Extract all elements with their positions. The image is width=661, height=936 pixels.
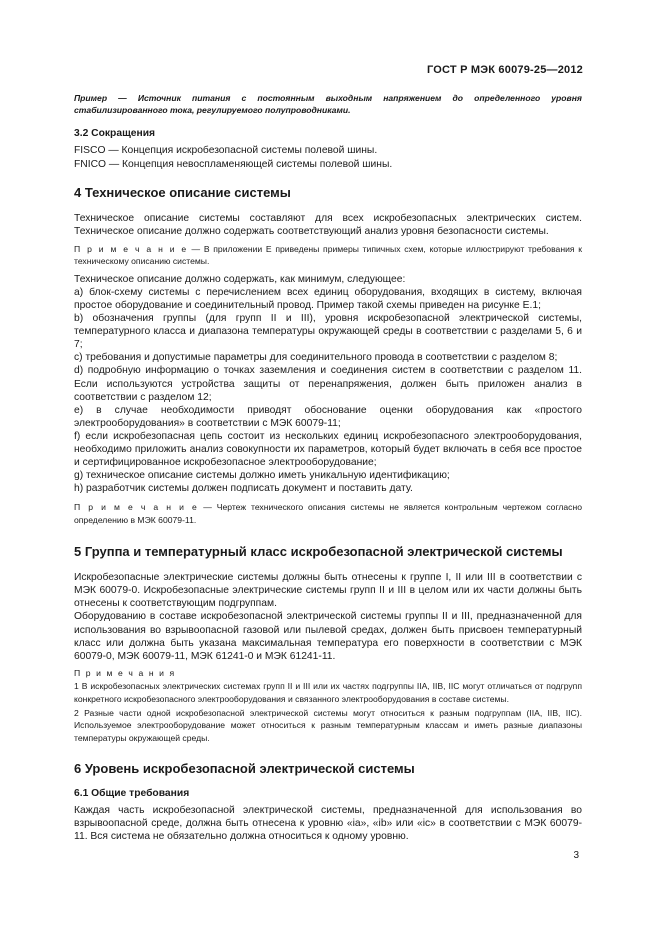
- section-6-1-paragraph: Каждая часть искробезопасной электрической системы, предназначенной для использования во взрывоопасной среде, должна быть отнесена к уровню «ia», «ib» или «ic» в соответствии с МЭК 60079-11. Вся система не обязательно должна относиться к одному уровню.: [74, 805, 582, 843]
- section-6-1-title: 6.1 Общие требования: [74, 788, 190, 800]
- section-5-paragraph-1: Искробезопасные электрические системы должны быть отнесены к группе I, II или III в соответствии с МЭК 60079-0. Искробезопасные электрические системы групп II и III в целом или их части должны быть отнесены к соответствующим подгруппам.: [74, 572, 582, 610]
- list-item-h: h) разработчик системы должен подписать документ и поставить дату.: [74, 483, 413, 495]
- list-item-g: g) техническое описание системы должно иметь уникальную идентификацию;: [74, 470, 450, 482]
- page-number: 3: [573, 850, 579, 861]
- section-3-2-title: 3.2 Сокращения: [74, 127, 156, 139]
- section-5-title: 5 Группа и температурный класс искробезопасной электрической системы: [74, 544, 563, 560]
- example-text: Источник питания с постоянным выходным напряжением до определенного уровня стабилизированного тока, регулируемого полупроводниками.: [74, 93, 582, 116]
- section-4-title: 4 Техническое описание системы: [74, 184, 291, 200]
- note-text: — В приложении Е приведены примеры типичных схем, которые иллюстрируют требования к техническому описанию системы.: [74, 243, 582, 267]
- list-item-c: c) требования и допустимые параметры для соединительного провода в соответствии с разделом 8;: [74, 352, 558, 364]
- list-item-b: b) обозначения группы (для групп II и III), уровня искробезопасной электрической системы, температурного класса и диапазона температуры окружающей среды в соответствии с разделами 5, 6 и 7;: [74, 313, 582, 351]
- abbreviation-fnico: FNICO — Концепция невоспламеняющей системы полевой шины.: [74, 158, 393, 170]
- list-item-d: d) подробную информацию о точках заземления и соединения систем в соответствии с разделом 11. Если используются устройства защиты от перенапряжения, должен быть приложен анализ в соответствии с разделом 12;: [74, 365, 582, 403]
- document-code-header: ГОСТ Р МЭК 60079-25—2012: [426, 64, 583, 76]
- abbreviation-fisco: FISCO — Концепция искробезопасной системы полевой шины.: [74, 144, 378, 156]
- note-text: — Чертеж технического описания системы не является контрольным чертежом согласно определению в МЭК 60079-11.: [74, 502, 583, 525]
- section-5-note-1: 1 В искробезопасных электрических системах групп II и III или их частях подгруппы IIA, IIB, IIC могут отличаться от подгрупп конкретного искробезопасного электрооборудования и связанного электрооборудования в составе системы.: [74, 681, 582, 704]
- note-label: П р и м е ч а н и е: [74, 243, 188, 254]
- section-4-note-2: [74, 501, 582, 526]
- section-6-title: 6 Уровень искробезопасной электрической системы: [74, 761, 415, 777]
- section-4-paragraph-2: Техническое описание должно содержать, как минимум, следующее:: [74, 273, 406, 285]
- list-item-e: e) в случае необходимости приводят обоснование оценки оборудования как «простого электрооборудования» в соответствии с МЭК 60079-11;: [74, 404, 582, 429]
- example-label: Пример —: [74, 93, 127, 103]
- note-label: П р и м е ч а н и е: [74, 502, 199, 513]
- list-item-a: a) блок-схему системы с перечислением всех единиц оборудования, входящих в систему, включая простое оборудование и соединительный провод. Пример такой схемы приведен на рисунке Е.1;: [74, 286, 582, 311]
- section-5-paragraph-2: Оборудованию в составе искробезопасной электрической системы группы II и III, предназначенной для использования во взрывоопасной газовой или пылевой средах, должен быть присвоен температурный класс или должна быть указана максимальная температура его поверхности в соответствии с МЭК 60079-0, МЭК 60079-11, МЭК 61241-0 и МЭК 61241-11.: [74, 611, 582, 662]
- section-5-notes-label: П р и м е ч а н и я: [74, 667, 176, 678]
- section-5-note-2: 2 Разные части одной искробезопасной электрической системы могут относиться к разным подгруппам (IIA, IIB, IIC). Используемое электрооборудование может относиться к разным температурным классам и иметь разные диапазоны температуры окружающей среды.: [74, 708, 582, 743]
- section-4-note-1: [74, 243, 582, 268]
- list-item-f: f) если искробезопасная цепь состоит из нескольких единиц искробезопасного электрооборудования, необходимо приложить анализ совокупности их параметров, который будет включать в себя все простое и сертифицированное искробезопасное электрооборудование;: [74, 430, 582, 469]
- section-4-paragraph-1: Техническое описание системы составляют для всех искробезопасных электрических систем. Техническое описание должно содержать соответствующий анализ уровня безопасности системы.: [74, 212, 582, 237]
- example-paragraph: [74, 92, 582, 117]
- page-content: [74, 92, 582, 844]
